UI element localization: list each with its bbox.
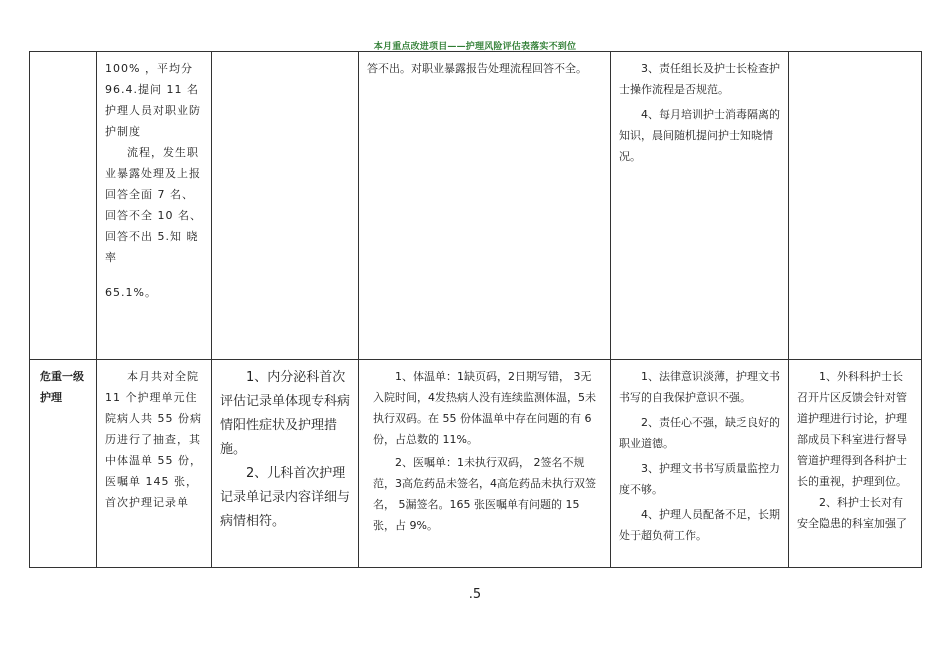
page-number: .5 [468, 587, 482, 602]
row1-highlight-text [212, 52, 358, 62]
row1-cause-cell [611, 52, 789, 360]
row1-cause-p2: 4、每月培训护士消毒隔离的知识，晨间随机提问护士知晓情况。 [619, 108, 780, 163]
row2-category-label: 危重一级护理 [40, 370, 84, 404]
document-header: 本月重点改进项目——护理风险评估表落实不到位 [373, 42, 577, 52]
row1-summary-p2: 流程，发生职业暴露处理及上报回答全面 7 名、回答不全 10 名、回答不出 5.知 晓率 [105, 146, 202, 264]
report-table [29, 51, 922, 568]
row2-problem-p2: 2、医嘱单：1未执行双码， 2签名不规范，3高危药品未签名，4高危药品未执行双签名， 5漏签名。165 张医嘱单有问题的 15 张，占 9%。 [373, 456, 596, 532]
row2-measure-p2: 2、科护士长对有安全隐患的科室加强了 [797, 496, 907, 530]
row2-highlight-p1: 1、内分泌科首次评估记录单体现专科病情阳性症状及护理措施。 [220, 370, 351, 457]
row2-summary-cell [97, 360, 212, 568]
row1-highlight-cell [212, 52, 359, 360]
row2-cause-p2: 2、责任心不强，缺乏良好的职业道德。 [619, 416, 780, 450]
row2-summary-text: 本月共对全院 11 个护理单元住院病人共 55 份病历进行了抽查，其中体温单 55 份，医嘱单 145 张，首次护理记录单 [105, 370, 202, 509]
row1-category-cell [30, 52, 97, 360]
row1-problem-text: 答不出。对职业暴露报告处理流程回答不全。 [367, 62, 587, 75]
row1-summary-p3: 65.1%。 [105, 286, 157, 299]
row2-highlight-p2: 2、儿科首次护理记录单记录内容详细与病情相符。 [220, 466, 351, 529]
row1-summary-cell [97, 52, 212, 360]
row2-cause-p4: 4、护理人员配备不足，长期处于超负荷工作。 [619, 508, 780, 542]
table-row [30, 52, 922, 360]
row2-problem-cell [359, 360, 611, 568]
row1-measure-cell [789, 52, 922, 360]
row2-category-cell [30, 360, 97, 568]
row2-problem-p1: 1、体温单：1缺页码，2日期写错， 3无入院时间，4发热病人没有连续监测体温，5未执行双码。在 55 份体温单中存在问题的有 6 份，占总数的 11%。 [373, 370, 596, 446]
table-row [30, 360, 922, 568]
row2-highlight-cell [212, 360, 359, 568]
row2-measure-p1: 1、外科科护士长召开片区反馈会针对管道护理进行讨论，护理部成员下科室进行督导管道护理得到各科护士长的重视，护理到位。 [797, 370, 907, 488]
row2-measure-cell [789, 360, 922, 568]
row2-cause-p1: 1、法律意识淡薄，护理文书书写的自我保护意识不强。 [619, 370, 780, 404]
row1-cause-p1: 3、责任组长及护士长检查护士操作流程是否规范。 [619, 62, 780, 96]
row2-cause-p3: 3、护理文书书写质量监控力度不够。 [619, 462, 780, 496]
row1-problem-cell [359, 52, 611, 360]
row1-summary-p1: 100% ，平均分 96.4.提问 11 名护理人员对职业防护制度 [105, 62, 201, 138]
row2-cause-cell [611, 360, 789, 568]
row1-measure-text [789, 52, 921, 62]
